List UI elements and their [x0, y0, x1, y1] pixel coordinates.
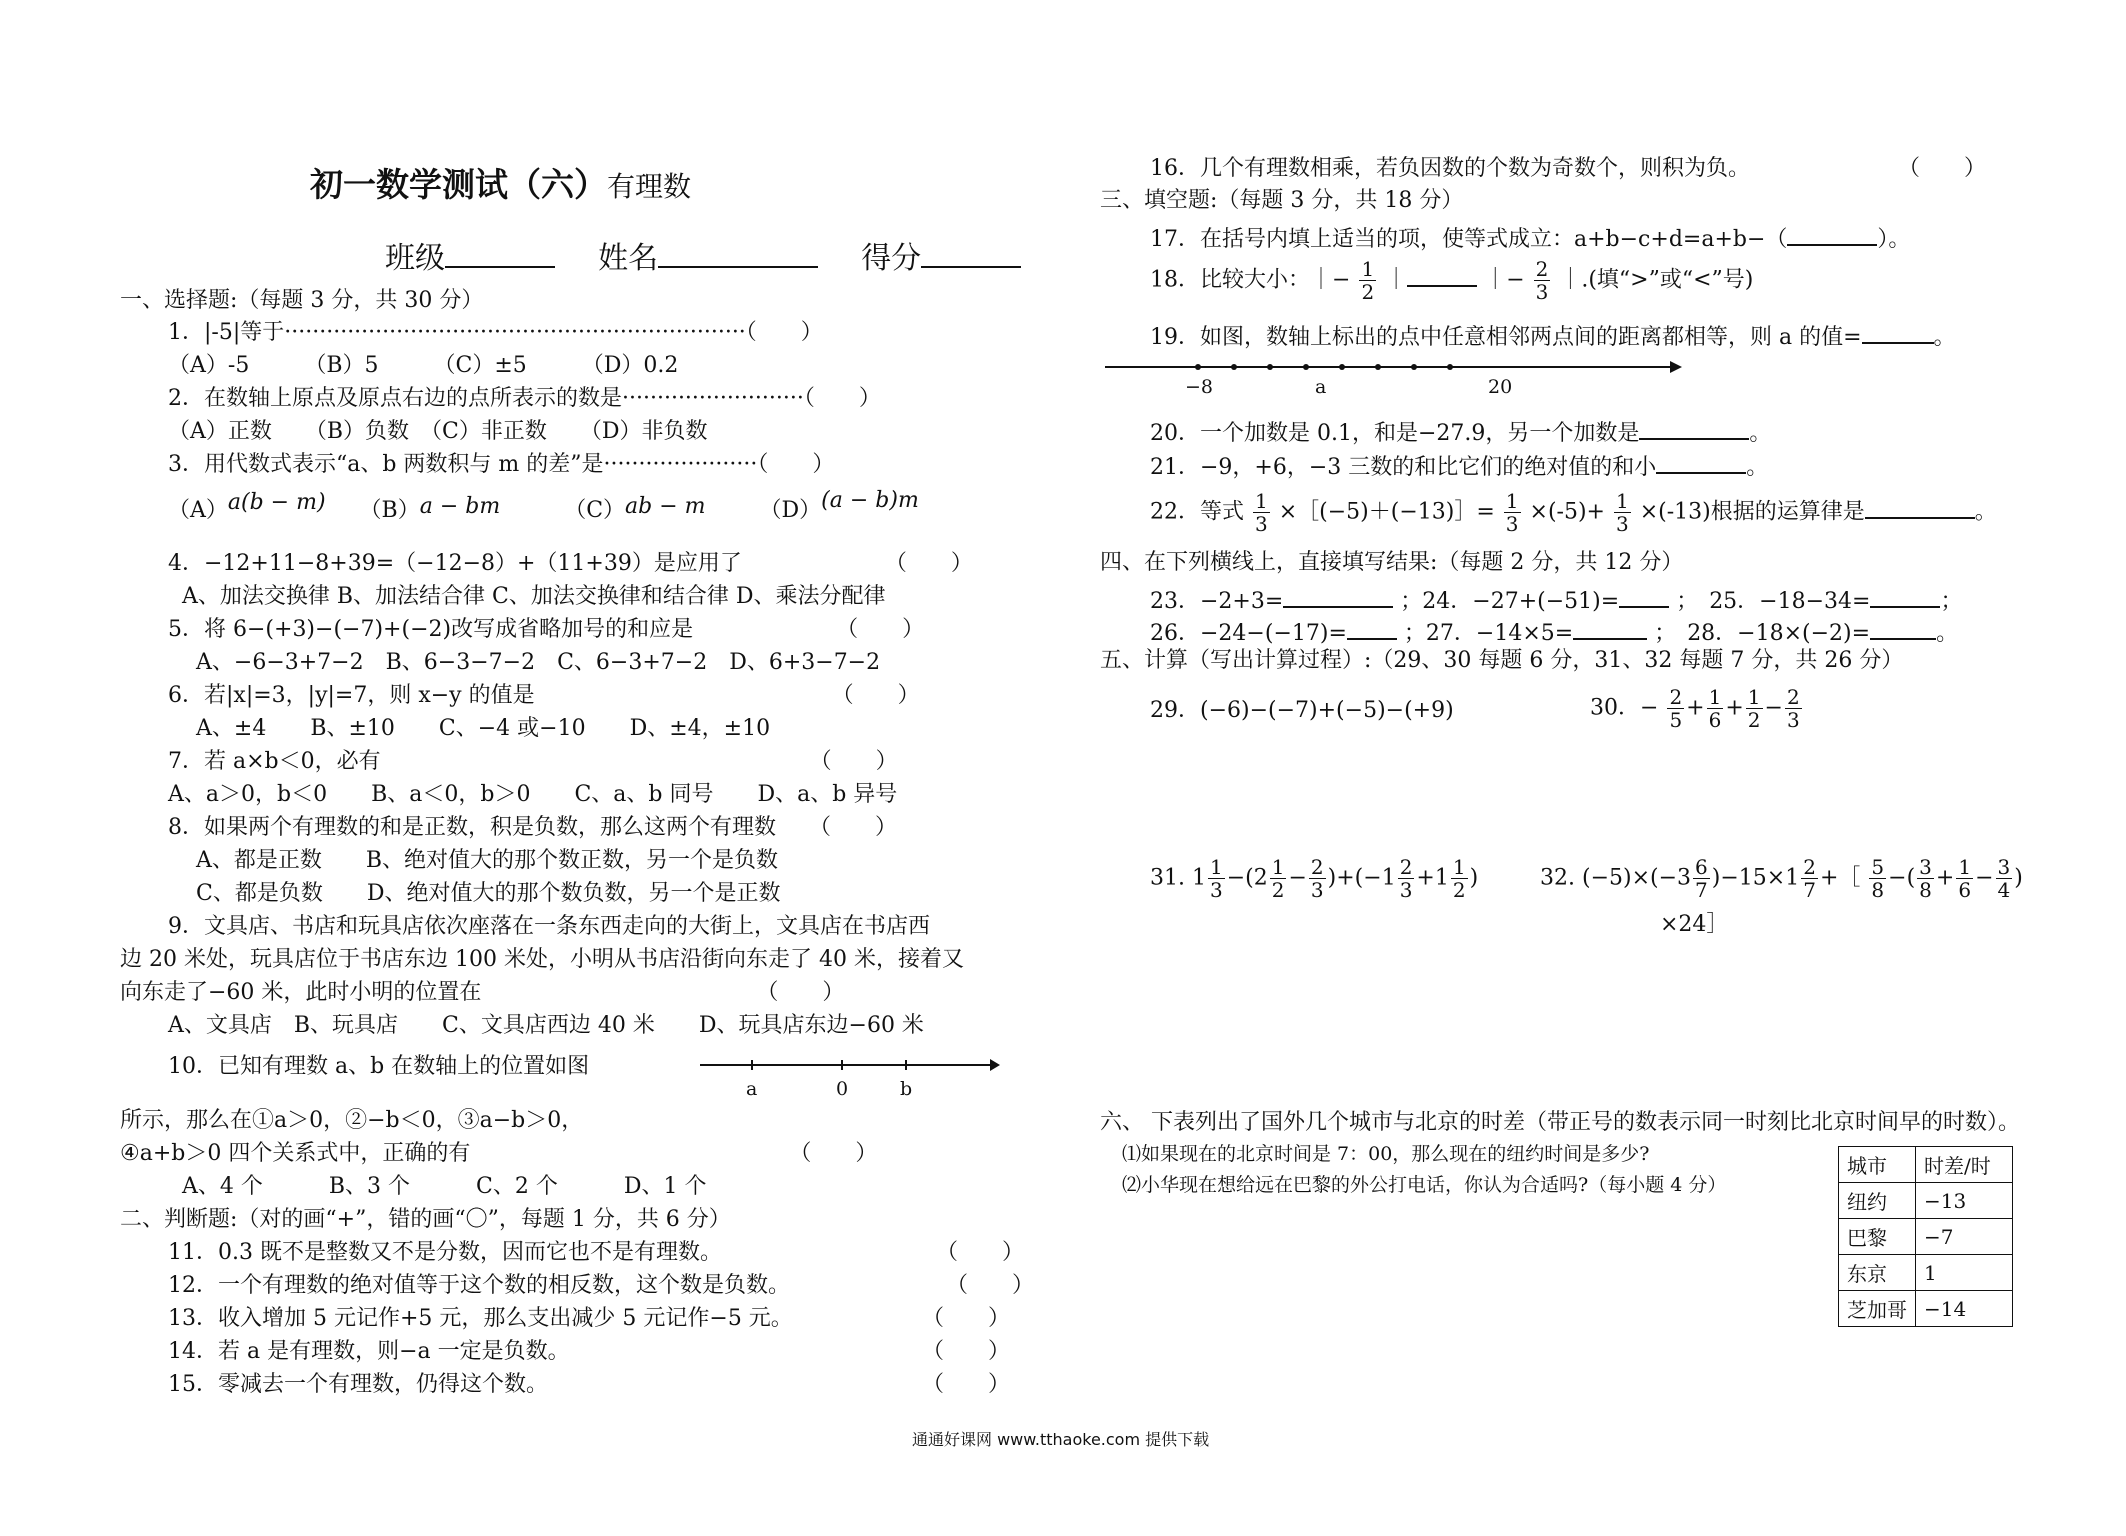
- q30-frac2: [1707, 686, 1724, 731]
- q17: [1150, 224, 1910, 251]
- q32-f4-den: 8: [1919, 878, 1932, 902]
- footer-credit: 通通好课网 www.tthaoke.com 提供下载: [912, 1430, 1210, 1449]
- q32-f1-den: 7: [1695, 878, 1708, 902]
- q22-frac3-den: 3: [1616, 512, 1629, 536]
- table-cell-offset: −14: [1916, 1291, 2013, 1327]
- q19-dot: [1267, 364, 1273, 370]
- table-row: [1839, 1219, 2013, 1255]
- q8: 8．如果两个有理数的和是正数，积是负数，那么这两个有理数 （ ）: [168, 815, 897, 840]
- q22-mid: ×［(−5)＋(−13)］=: [1278, 499, 1495, 525]
- q7: 7．若 a×b＜0，必有 （ ）: [168, 749, 898, 774]
- q31-f2-den: 2: [1271, 878, 1285, 902]
- q23-25-row: [1150, 586, 1963, 613]
- q30: 30．− $\frac{2}{5}$ + $\frac{1}{6}$ + $\frac{1}{2}$ − $\frac{2}{3}$: [1590, 685, 1800, 732]
- q2: 2．在数轴上原点及原点右边的点所表示的数是··························（ ）: [168, 386, 881, 411]
- q17-end: ）。: [1877, 227, 1911, 252]
- q32-frac5: [1956, 856, 1973, 901]
- q22-frac2-den: 3: [1505, 512, 1519, 536]
- q32-f5-num: 1: [1958, 855, 1972, 879]
- q30-f2-num: 1: [1708, 685, 1722, 709]
- name-label: 姓名: [598, 241, 659, 276]
- table-row: [1839, 1291, 2013, 1327]
- q32-label: 32.: [1540, 865, 1575, 891]
- q5: 5．将 6−(+3)−(−7)+(−2)改写成省略加号的和应是 （ ）: [168, 617, 925, 642]
- section6-sub2: ⑵小华现在想给远在巴黎的外公打电话，你认为合适吗?（每小题 4 分）: [1122, 1174, 1727, 1196]
- q32-frac6: [1996, 856, 2013, 901]
- q19-dot: [1339, 364, 1345, 370]
- name-field[interactable]: [658, 238, 818, 268]
- q11: [168, 1242, 722, 1264]
- q16: 16．几个有理数相乘，若负因数的个数为奇数个，则积为负。: [1150, 156, 1750, 181]
- table-row: [1839, 1255, 2013, 1291]
- q19: [1150, 322, 1956, 349]
- q3-b: a − bm: [419, 494, 501, 519]
- q31-frac3: [1309, 856, 1326, 901]
- q30-f4-den: 3: [1786, 708, 1800, 732]
- q20-text: 20．一个加数是 0.1，和是−27.9，另一个加数是: [1150, 421, 1640, 446]
- q31-f3-den: 3: [1310, 878, 1324, 902]
- q3-a: a(b − m): [227, 490, 326, 515]
- q31-f1-num: 1: [1210, 855, 1223, 879]
- table-header-cell: 城市: [1839, 1147, 1916, 1183]
- q26-answer-blank[interactable]: [1347, 618, 1397, 640]
- q10-options: A、4 个 B、3 个 C、2 个 D、1 个: [182, 1174, 707, 1199]
- q27-answer-blank[interactable]: [1573, 618, 1647, 640]
- q30-label: 30．−: [1590, 695, 1659, 721]
- title-main: 初一数学测试（六）: [310, 165, 607, 204]
- q31-f1-den: 3: [1210, 878, 1223, 902]
- q7-options: A、a＞0，b＜0 B、a＜0，b＞0 C、a、b 同号 D、a、b 异号: [168, 782, 898, 807]
- q25-text: ； 25．−18−34=: [1676, 589, 1871, 614]
- q19-arrow-icon: [1670, 361, 1682, 373]
- q22-answer-blank[interactable]: [1865, 497, 1975, 519]
- q31: 31. 1 $\frac{1}{3}$ −(2 $\frac{1}{2}$ − $\frac{2}{3}$ )+(−1 $\frac{2}{3}$ +1 $\frac{1}{2}$ ): [1150, 855, 1479, 902]
- q22-frac3-num: 1: [1616, 489, 1629, 513]
- q10-axis-label-b: b: [900, 1078, 913, 1100]
- q16-paren[interactable]: （ ）: [1898, 156, 1987, 181]
- q31-frac4: [1398, 856, 1415, 901]
- q32-frac2: [1801, 856, 1818, 901]
- q9-line1: 9．文具店、书店和玩具店依次座落在一条东西走向的大街上，文具店在书店西: [168, 914, 930, 939]
- q14-paren[interactable]: （ ）: [922, 1339, 1011, 1364]
- q21-end: 。: [1746, 455, 1769, 480]
- q12: 12．一个有理数的绝对值等于这个数的相反数，这个数是负数。: [168, 1273, 790, 1298]
- q32-part-a: (−5)×(−3: [1582, 865, 1692, 891]
- q10-axis-label-0: 0: [836, 1078, 849, 1100]
- q10-arrow-icon: [990, 1059, 1000, 1071]
- table-cell-city: 东京: [1839, 1255, 1916, 1291]
- q31-frac5: [1451, 856, 1468, 901]
- class-label: 班级: [385, 241, 445, 276]
- q15-paren[interactable]: （ ）: [922, 1372, 1011, 1397]
- table-row: [1839, 1183, 2013, 1219]
- q25-end: ；: [1940, 589, 1963, 614]
- section3-heading: 三、填空题:（每题 3 分，共 18 分）: [1100, 188, 1464, 213]
- table-cell-offset: 1: [1916, 1255, 2013, 1291]
- q32-f2-num: 2: [1803, 855, 1816, 879]
- q18: [1150, 258, 1753, 303]
- q28-text: ； 28．−18×(−2)=: [1654, 621, 1871, 646]
- q32-f3-den: 8: [1871, 878, 1885, 902]
- table-header-cell: 时差/时: [1916, 1147, 2013, 1183]
- q22-frac1-den: 3: [1255, 512, 1268, 536]
- q19-dot: [1447, 364, 1453, 370]
- q22-frac3: [1614, 490, 1631, 535]
- q31-frac1: [1208, 856, 1225, 901]
- section6-sub1: ⑴如果现在的北京时间是 7：00，那么现在的纽约时间是多少?: [1122, 1143, 1650, 1165]
- q32-f2-den: 7: [1803, 878, 1816, 902]
- q19-dot: [1303, 364, 1309, 370]
- q31-label: 31.: [1150, 865, 1185, 891]
- title-sub: 有理数: [607, 170, 692, 203]
- q4-options: A、加法交换律 B、加法结合律 C、加法交换律和结合律 D、乘法分配律: [182, 584, 886, 609]
- q31-f4-den: 3: [1399, 878, 1413, 902]
- q9-options: A、文具店 B、玩具店 C、文具店西边 40 米 D、玩具店东边−60 米: [168, 1013, 924, 1038]
- q13: 13．收入增加 5 元记作+5 元，那么支出减少 5 元记作−5 元。: [168, 1306, 793, 1331]
- q30-f1-num: 2: [1669, 685, 1683, 709]
- q21: [1150, 452, 1768, 479]
- q32-f6-num: 3: [1997, 855, 2011, 879]
- page-title: [310, 165, 692, 204]
- q22-frac2: [1504, 490, 1521, 535]
- q30-f3-num: 1: [1747, 685, 1761, 709]
- q19-axis-label-a: a: [1315, 376, 1327, 398]
- table-cell-offset: −13: [1916, 1183, 2013, 1219]
- q27-text: ；27．−14×5=: [1403, 621, 1574, 646]
- q11-paren[interactable]: （ ）: [936, 1240, 1025, 1265]
- q24-answer-blank[interactable]: [1619, 586, 1669, 608]
- q20-answer-blank[interactable]: [1639, 418, 1749, 440]
- class-field[interactable]: [445, 238, 555, 268]
- q30-frac4: [1785, 686, 1802, 731]
- section2-heading: 二、判断题:（对的画“+”，错的画“〇”，每题 1 分，共 6 分）: [120, 1207, 731, 1232]
- q22-frac1: [1253, 490, 1270, 535]
- q3-d: (a − b)m: [821, 488, 919, 513]
- q8-options-cd: C、都是负数 D、绝对值大的那个数负数，另一个是正数: [196, 881, 781, 906]
- q19-dot: [1411, 364, 1417, 370]
- q18-frac1-den: 2: [1361, 280, 1375, 304]
- q23-text: 23．−2+3=: [1150, 589, 1284, 614]
- q3-c: ab − m: [625, 494, 706, 519]
- q22-end: 。: [1974, 499, 1997, 525]
- q18-frac2: [1534, 258, 1551, 303]
- q3: 3．用代数式表示“a、b 两数积与 m 的差”是······················（ ）: [168, 452, 835, 477]
- q17-text: 17．在括号内填上适当的项，使等式成立：a+b−c+d=a+b−（: [1150, 227, 1788, 252]
- q14: 14．若 a 是有理数，则−a 一定是负数。: [168, 1339, 570, 1364]
- q19-dot: [1375, 364, 1381, 370]
- q19-axis-label-neg8: −8: [1185, 376, 1214, 398]
- q31-frac2: [1270, 856, 1287, 901]
- q22-frac2-num: 1: [1505, 489, 1519, 513]
- q4: 4．−12+11−8+39=（−12−8）+（11+39）是应用了 （ ）: [168, 551, 973, 576]
- q18-frac2-den: 3: [1535, 280, 1549, 304]
- table-header-row: [1839, 1147, 2013, 1183]
- q18-frac1: [1359, 258, 1376, 303]
- q20-end: 。: [1749, 421, 1772, 446]
- q28-answer-blank[interactable]: [1870, 618, 1936, 640]
- q32-line2: ×24］: [1660, 912, 1729, 937]
- q30-frac1: [1667, 686, 1684, 731]
- q17-answer-blank[interactable]: [1787, 224, 1877, 246]
- q20: [1150, 418, 1771, 445]
- q9-line3: 向东走了−60 米，此时小明的位置在 （ ）: [120, 980, 845, 1005]
- section5-heading: 五、计算（写出计算过程）:（29、30 每题 6 分，31、32 每题 7 分，共 26 分）: [1100, 648, 1904, 673]
- q31-f5-den: 2: [1452, 878, 1466, 902]
- timezone-table: [1838, 1146, 2013, 1327]
- q22: [1150, 490, 1997, 535]
- q29: 29．(−6)−(−7)+(−5)−(+9): [1150, 698, 1454, 723]
- q32-f6-den: 4: [1997, 878, 2011, 902]
- q5-options: A、−6−3+7−2 B、6−3−7−2 C、6−3+7−2 D、6+3−7−2: [196, 650, 881, 675]
- q3-c-label: （C）: [564, 498, 626, 523]
- q6: 6．若|x|=3，|y|=7，则 x−y 的值是 （ ）: [168, 683, 920, 708]
- q21-text: 21．−9，+6，−3 三数的和比它们的绝对值的和小: [1150, 455, 1657, 480]
- q32-f1-num: 6: [1695, 855, 1708, 879]
- section1-heading: 一、选择题:（每题 3 分，共 30 分）: [120, 288, 484, 313]
- q18-frac1-num: 1: [1361, 257, 1375, 281]
- q32-part-b: )−15×1: [1711, 865, 1800, 891]
- q31-f4-num: 2: [1399, 855, 1413, 879]
- q30-f3-den: 2: [1747, 708, 1761, 732]
- q32-frac4: [1917, 856, 1934, 901]
- q22-mid2: ×(-5)+: [1529, 499, 1605, 525]
- q9-line2: 边 20 米处，玩具店位于书店东边 100 米处，小明从书店沿街向东走了 40 米，接着又: [120, 947, 964, 972]
- q30-f1-den: 5: [1669, 708, 1683, 732]
- q22-pre: 22．等式: [1150, 499, 1244, 525]
- q21-answer-blank[interactable]: [1656, 452, 1746, 474]
- q3-a-label: （A）: [168, 498, 228, 523]
- q30-frac3: [1746, 686, 1763, 731]
- q3-options: [168, 488, 919, 523]
- q26-text: 26．−24−(−17)=: [1150, 621, 1347, 646]
- table-cell-offset: −7: [1916, 1219, 2013, 1255]
- q32: 32. (−5)×(−3 $\frac{6}{7}$ )−15×1 $\frac{2}{7}$ +［ $\frac{5}{8}$ −( $\frac{3}{8}$ + $\frac{1}{6}$ − $\frac{3}{4}$ ): [1540, 855, 2023, 902]
- q10-number-line: [700, 1050, 1000, 1100]
- section4-heading: 四、在下列横线上，直接填写结果:（每题 2 分，共 12 分）: [1100, 550, 1684, 575]
- q18-mid2: ｜−: [1484, 267, 1525, 293]
- q10-line1: 10．已知有理数 a、b 在数轴上的位置如图: [168, 1054, 590, 1079]
- q18-answer-blank[interactable]: [1407, 265, 1477, 287]
- section6-heading: 六、 下表列出了国外几个城市与北京的时差（带正号的数表示同一时刻比北京时间早的时数）。: [1100, 1110, 2020, 1135]
- q32-f5-den: 6: [1958, 878, 1972, 902]
- q18-post: ｜.(填“>”或“<”号): [1559, 267, 1754, 293]
- table-cell-city: 纽约: [1839, 1183, 1916, 1219]
- q23-answer-blank[interactable]: [1283, 586, 1393, 608]
- q19-axis-label-20: 20: [1488, 376, 1513, 398]
- q26-28-row: [1150, 618, 1958, 645]
- q11-text: 11．0.3 既不是整数又不是分数，因而它也不是有理数。: [168, 1240, 722, 1265]
- q31-f5-num: 1: [1452, 855, 1466, 879]
- q22-frac1-num: 1: [1255, 489, 1268, 513]
- q10-line2: 所示，那么在①a＞0，②−b＜0，③a−b＞0，: [120, 1108, 584, 1133]
- score-field[interactable]: [921, 238, 1021, 268]
- q32-part-c: +［: [1819, 865, 1861, 891]
- q18-pre: 18．比较大小：｜−: [1150, 267, 1351, 293]
- q3-b-label: （B）: [359, 498, 420, 523]
- q30-f2-den: 6: [1708, 708, 1722, 732]
- q10-line3: ④a+b＞0 四个关系式中，正确的有 （ ）: [120, 1141, 878, 1166]
- q24-text: ；24．−27+(−51)=: [1400, 589, 1620, 614]
- q6-options: A、±4 B、±10 C、−4 或−10 D、±4，±10: [196, 716, 771, 741]
- score-label: 得分: [861, 241, 922, 276]
- q31-f2-num: 1: [1271, 855, 1285, 879]
- q18-frac2-num: 2: [1535, 257, 1549, 281]
- q22-mid3: ×(-13)根据的运算律是: [1639, 499, 1865, 525]
- student-info-row: [385, 238, 1021, 274]
- q8-options-ab: A、都是正数 B、绝对值大的那个数正数，另一个是负数: [196, 848, 779, 873]
- q19-end: 。: [1933, 325, 1956, 350]
- q25-answer-blank[interactable]: [1870, 586, 1940, 608]
- q1: 1．|-5|等于··································································（ ）: [168, 320, 823, 345]
- q28-end: 。: [1936, 621, 1959, 646]
- q13-paren[interactable]: （ ）: [922, 1306, 1011, 1331]
- q19-dot: [1231, 364, 1237, 370]
- q3-d-label: （D）: [759, 498, 822, 523]
- q32-frac3: [1869, 856, 1886, 901]
- q32-f3-num: 5: [1871, 855, 1885, 879]
- q30-f4-num: 2: [1786, 685, 1800, 709]
- q19-answer-blank[interactable]: [1862, 322, 1934, 344]
- q2-options: （A）正数 （B）负数 （C）非正数 （D）非负数: [168, 419, 708, 444]
- q19-dot: [1195, 364, 1201, 370]
- table-cell-city: 芝加哥: [1839, 1291, 1916, 1327]
- q18-mid: ｜: [1385, 267, 1408, 293]
- q10-axis-label-a: a: [746, 1078, 758, 1100]
- q1-options: （A）-5 （B）5 （C）±5 （D）0.2: [168, 353, 679, 378]
- q32-f4-num: 3: [1919, 855, 1932, 879]
- table-cell-city: 巴黎: [1839, 1219, 1916, 1255]
- q32-frac1: [1693, 856, 1710, 901]
- q31-f3-num: 2: [1310, 855, 1324, 879]
- q12-paren[interactable]: （ ）: [946, 1273, 1035, 1298]
- q19-text: 19．如图，数轴上标出的点中任意相邻两点间的距离都相等，则 a 的值=: [1150, 325, 1862, 350]
- q15: 15．零减去一个有理数，仍得这个数。: [168, 1372, 548, 1397]
